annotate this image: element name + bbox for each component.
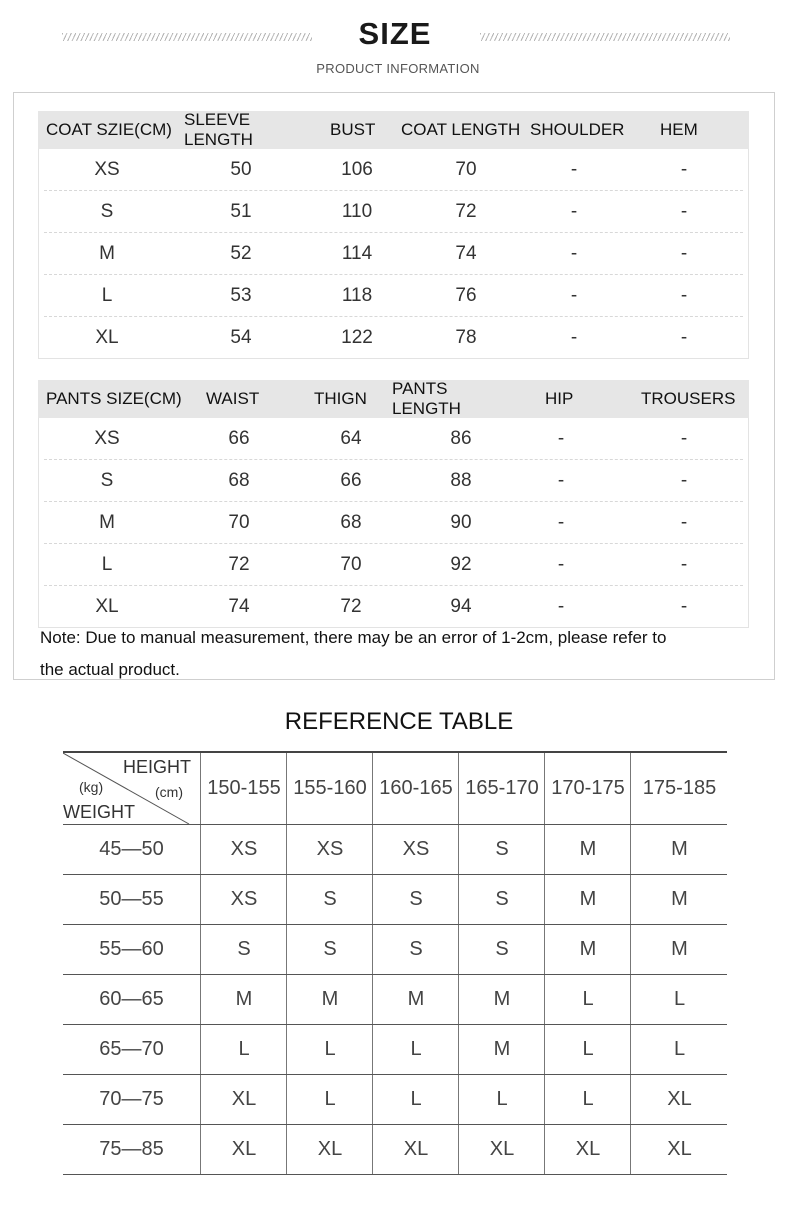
coat-table-header	[38, 111, 749, 149]
size-cell: XS	[286, 825, 373, 874]
table-cell: 114	[341, 242, 373, 264]
height-column-header: 155-160	[286, 753, 373, 824]
table-row	[44, 586, 743, 627]
table-cell: 50	[230, 158, 252, 180]
size-cell: M	[372, 975, 459, 1024]
column-header: SHOULDER	[530, 120, 625, 139]
size-cell: XL	[630, 1125, 728, 1174]
table-cell: 70	[455, 158, 477, 180]
size-cell: M	[630, 825, 728, 874]
size-cell: M	[544, 875, 631, 924]
column-header: PANTS LENGTH	[392, 379, 461, 418]
size-cell: S	[200, 925, 287, 974]
coat-size-table	[38, 111, 749, 359]
size-cell: S	[372, 875, 459, 924]
table-cell: 106	[341, 158, 373, 180]
column-header: PANTS SIZE(CM)	[46, 389, 182, 408]
weight-row-label: 45—50	[99, 838, 164, 860]
table-cell: 68	[228, 469, 250, 491]
table-cell: 72	[340, 595, 362, 617]
table-cell: 52	[230, 242, 252, 264]
table-cell: XS	[94, 427, 120, 449]
table-cell: 76	[455, 284, 477, 306]
size-cell: XL	[372, 1125, 459, 1174]
table-cell: -	[557, 595, 565, 617]
size-cell: M	[630, 925, 728, 974]
corner-height-unit: (cm)	[155, 784, 183, 800]
size-cell: XL	[200, 1075, 287, 1124]
table-cell: -	[680, 200, 688, 222]
table-cell: 122	[341, 326, 373, 348]
table-cell: L	[101, 553, 113, 575]
size-cell: L	[286, 1075, 373, 1124]
reference-row	[63, 925, 727, 975]
column-header: TROUSERS	[641, 389, 736, 408]
size-cell: M	[458, 1025, 545, 1074]
size-cell: S	[458, 925, 545, 974]
table-cell: XS	[94, 158, 120, 180]
table-cell: -	[680, 427, 688, 449]
weight-row-label: 75—85	[99, 1138, 164, 1160]
size-cell: S	[286, 875, 373, 924]
size-cell: L	[630, 975, 728, 1024]
table-cell: -	[570, 284, 578, 306]
table-cell: -	[557, 553, 565, 575]
measurement-note	[40, 622, 730, 686]
note-line-2: the actual product.	[40, 660, 180, 679]
table-cell: -	[680, 284, 688, 306]
size-cell: M	[286, 975, 373, 1024]
table-cell: L	[101, 284, 113, 306]
table-cell: -	[557, 469, 565, 491]
size-cell: M	[544, 825, 631, 874]
size-cell: XS	[372, 825, 459, 874]
table-cell: -	[680, 595, 688, 617]
table-cell: S	[100, 469, 114, 491]
table-cell: -	[680, 326, 688, 348]
table-cell: 66	[228, 427, 250, 449]
size-cell: L	[286, 1025, 373, 1074]
weight-row-label: 60—65	[99, 988, 164, 1010]
table-row	[44, 502, 743, 544]
height-column-header: 150-155	[200, 753, 287, 824]
table-row	[44, 233, 743, 275]
weight-row-label: 65—70	[99, 1038, 164, 1060]
pants-size-table	[38, 380, 749, 628]
table-cell: -	[570, 200, 578, 222]
corner-weight-unit: (kg)	[79, 779, 104, 795]
reference-row	[63, 1025, 727, 1075]
table-cell: 54	[230, 326, 252, 348]
table-cell: 70	[340, 553, 362, 575]
size-cell: M	[544, 925, 631, 974]
size-cell: M	[200, 975, 287, 1024]
reference-header-row	[63, 753, 727, 825]
page-subtitle: PRODUCT INFORMATION	[316, 61, 480, 76]
column-header: THIGN	[314, 389, 367, 408]
size-cell: L	[200, 1025, 287, 1074]
size-cell: L	[544, 1025, 631, 1074]
table-cell: 51	[230, 200, 252, 222]
reference-table-title: REFERENCE TABLE	[284, 708, 514, 735]
size-cell: L	[372, 1025, 459, 1074]
table-cell: 66	[340, 469, 362, 491]
note-line-1: Note: Due to manual measurement, there may be an error of 1-2cm, please refer to	[40, 628, 667, 647]
table-row	[44, 460, 743, 502]
page-title: SIZE	[358, 16, 432, 51]
table-cell: 90	[450, 511, 472, 533]
table-row	[44, 191, 743, 233]
size-cell: XS	[200, 875, 287, 924]
size-cell: XL	[200, 1125, 287, 1174]
column-header: SLEEVE LENGTH	[184, 110, 253, 149]
size-cell: XL	[458, 1125, 545, 1174]
size-cell: L	[630, 1025, 728, 1074]
table-row	[44, 544, 743, 586]
table-cell: -	[570, 242, 578, 264]
size-cell: M	[458, 975, 545, 1024]
table-row	[44, 149, 743, 191]
column-header: HIP	[545, 389, 574, 408]
table-cell: 92	[450, 553, 472, 575]
reference-row	[63, 1075, 727, 1125]
table-cell: 94	[450, 595, 472, 617]
table-cell: -	[680, 511, 688, 533]
weight-row-label: 70—75	[99, 1088, 164, 1110]
column-header: BUST	[330, 120, 376, 139]
pants-table-body	[38, 418, 749, 628]
table-cell: 78	[455, 326, 477, 348]
table-cell: M	[99, 511, 115, 533]
column-header: COAT SZIE(CM)	[46, 120, 172, 139]
corner-weight-label: WEIGHT	[63, 802, 135, 822]
reference-row	[63, 975, 727, 1025]
weight-row-label: 55—60	[99, 938, 164, 960]
height-column-header: 170-175	[544, 753, 631, 824]
table-row	[44, 317, 743, 358]
size-cell: S	[458, 825, 545, 874]
pants-table-header	[38, 380, 749, 418]
table-cell: -	[570, 158, 578, 180]
table-cell: -	[680, 469, 688, 491]
reference-row	[63, 825, 727, 875]
table-cell: 88	[450, 469, 472, 491]
size-cell: L	[372, 1075, 459, 1124]
table-cell: M	[99, 242, 115, 264]
table-cell: -	[570, 326, 578, 348]
table-row	[44, 275, 743, 317]
table-cell: 110	[341, 200, 373, 222]
size-cell: XL	[286, 1125, 373, 1174]
table-cell: -	[557, 511, 565, 533]
column-header: WAIST	[206, 389, 260, 408]
table-cell: 74	[228, 595, 250, 617]
height-column-header: 160-165	[372, 753, 459, 824]
table-row	[44, 418, 743, 460]
size-cell: M	[630, 875, 728, 924]
table-cell: S	[100, 200, 114, 222]
table-cell: 70	[228, 511, 250, 533]
size-cell: L	[458, 1075, 545, 1124]
height-column-header: 165-170	[458, 753, 545, 824]
table-cell: 53	[230, 284, 252, 306]
table-cell: -	[557, 427, 565, 449]
table-cell: 72	[228, 553, 250, 575]
height-column-header: 175-185	[630, 753, 728, 824]
corner-height-label: HEIGHT	[123, 757, 192, 777]
table-cell: -	[680, 242, 688, 264]
size-cell: XL	[544, 1125, 631, 1174]
size-cell: S	[458, 875, 545, 924]
size-cell: S	[286, 925, 373, 974]
reference-row	[63, 875, 727, 925]
table-cell: 68	[340, 511, 362, 533]
table-cell: -	[680, 158, 688, 180]
reference-table	[63, 751, 727, 1175]
size-cell: L	[544, 1075, 631, 1124]
table-cell: 72	[455, 200, 477, 222]
reference-row	[63, 1125, 727, 1175]
table-cell: XL	[95, 326, 119, 348]
table-cell: XL	[95, 595, 119, 617]
weight-row-label: 50—55	[99, 888, 164, 910]
coat-table-body	[38, 149, 749, 359]
reference-corner-cell	[63, 753, 200, 824]
size-cell: XS	[200, 825, 287, 874]
size-cell: L	[544, 975, 631, 1024]
page-header	[0, 0, 790, 90]
size-cell: XL	[630, 1075, 728, 1124]
table-cell: 74	[455, 242, 477, 264]
size-cell: S	[372, 925, 459, 974]
table-cell: -	[680, 553, 688, 575]
column-header: COAT LENGTH	[401, 120, 521, 139]
table-cell: 118	[341, 284, 373, 306]
column-header: HEM	[660, 120, 698, 139]
table-cell: 64	[340, 427, 362, 449]
table-cell: 86	[450, 427, 472, 449]
